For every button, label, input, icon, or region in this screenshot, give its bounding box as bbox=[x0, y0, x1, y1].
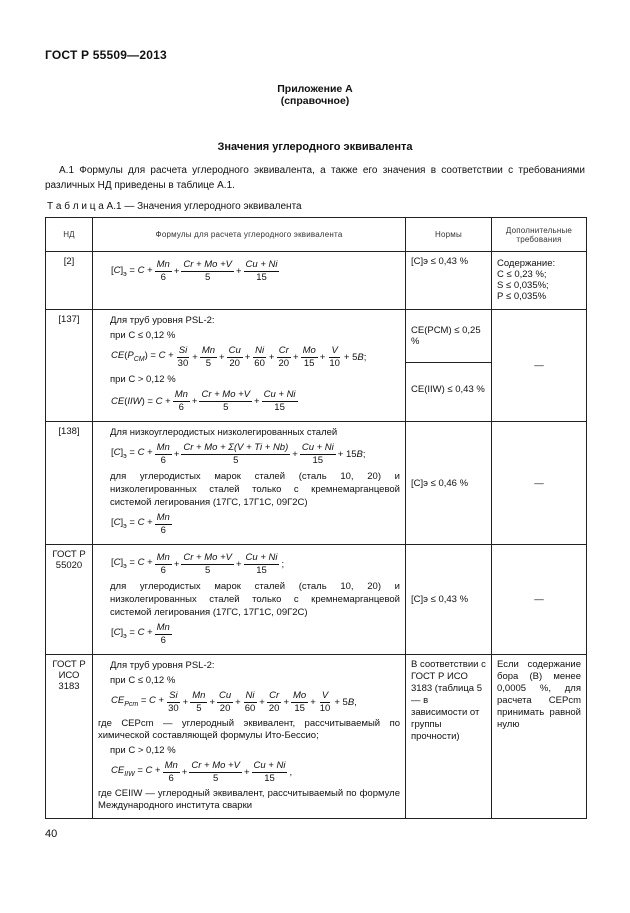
formula: $CE_{IIW} = C$ + $\frac{Mn}{6}$ + $\frac{Cr + Mo +V}{5}$ + $\frac{Cu + Ni}{15}$ , bbox=[111, 760, 293, 784]
table-row bbox=[46, 252, 587, 310]
formula-cell bbox=[93, 422, 406, 545]
nd-cell: ГОСТ Р 55020 bbox=[46, 545, 93, 655]
text-line: при C ≤ 0,12 % bbox=[110, 330, 176, 341]
text-line: при C > 0,12 % bbox=[110, 374, 176, 385]
table-caption: Т а б л и ц а А.1 — Значения углеродного эквивалента bbox=[47, 201, 302, 212]
nd-cell: [138] bbox=[46, 422, 93, 545]
text-line: где CEIIW — углеродный эквивалент, рассчитываемый по формуле Международного института сварки bbox=[98, 788, 400, 811]
formula: $[C]_э = C$ + $\frac{Mn}{6}$ + $\frac{Cr + Mo +V}{5}$ + $\frac{Cu + Ni}{15}$ bbox=[111, 259, 278, 283]
extra-line: Содержание: bbox=[497, 258, 556, 269]
col-norms: Нормы bbox=[406, 218, 492, 252]
table-row bbox=[46, 422, 587, 545]
table-row bbox=[46, 545, 587, 655]
formula-cell bbox=[93, 252, 406, 310]
extra-cell: — bbox=[492, 310, 587, 422]
norm-cell: [C]э ≤ 0,46 % bbox=[406, 422, 492, 545]
extra-line: S ≤ 0,035%; bbox=[497, 280, 549, 291]
formula: $[C]_э = C$ + $\frac{Mn}{6}$ bbox=[111, 622, 170, 646]
carbon-equivalent-table bbox=[45, 217, 587, 819]
appendix-subtitle: (справочное) bbox=[280, 95, 350, 107]
norm-cell bbox=[406, 310, 492, 422]
page-number: 40 bbox=[45, 828, 58, 840]
formula-cell bbox=[93, 545, 406, 655]
extra-cell: Если содержание бора (В) менее 0,0005 %, для расчета CEPcm принимать равной нулю bbox=[492, 655, 587, 819]
formula: $CE_{Pcm} = C$ + $\frac{Si}{30}$ + $\frac{Mn}{5}$ + $\frac{Cu}{20}$ + $\frac{Ni}{60}$ + $\frac{Cr}{20}$ + $\frac{Mo}{15}$ + $\frac{V}{10}$ + 5B, bbox=[111, 690, 357, 714]
formula-cell bbox=[93, 655, 406, 819]
formula: $CE(P_{CM}) = C$ + $\frac{Si}{30}$ + $\frac{Mn}{5}$ + $\frac{Cu}{20}$ + $\frac{Ni}{60}$ + $\frac{Cr}{20}$ + $\frac{Mo}{15}$ + $\frac{V}{10}$ + 5B; bbox=[111, 345, 367, 369]
nd-cell: ГОСТ Р ИСО 3183 bbox=[46, 655, 93, 819]
nd-cell: [2] bbox=[46, 252, 93, 310]
formula: $[C]_э = C$ + $\frac{Mn}{6}$ + $\frac{Cr + Mo +V}{5}$ + $\frac{Cu + Ni}{15}$ ; bbox=[111, 552, 285, 576]
extra-line: С ≤ 0,23 %; bbox=[497, 269, 547, 280]
document-header: ГОСТ Р 55509—2013 bbox=[45, 48, 167, 62]
norm-iiw: CE(IIW) ≤ 0,43 % bbox=[411, 383, 485, 395]
extra-cell: — bbox=[492, 422, 587, 545]
formula: $[C]_э = C$ + $\frac{Mn}{6}$ bbox=[111, 512, 170, 536]
extra-cell: — bbox=[492, 545, 587, 655]
table-row bbox=[46, 655, 587, 819]
col-formulas: Формулы для расчета углеродного эквивалента bbox=[93, 218, 406, 252]
col-nd: НД bbox=[46, 218, 93, 252]
text-line: для углеродистых марок сталей (сталь 10, 20) и низколегированных сталей только с кремнемарганцевой системой легирования (17ГС, 17Г1С, 09Г2С) bbox=[110, 581, 400, 618]
text-line: Для труб уровня PSL-2: bbox=[110, 315, 215, 326]
extra-line: Р ≤ 0,035% bbox=[497, 291, 547, 302]
text-line: при C ≤ 0,12 % bbox=[110, 675, 176, 686]
norm-cell: [C]э ≤ 0,43 % bbox=[406, 545, 492, 655]
table-header-row bbox=[46, 218, 587, 252]
text-line: где CEPcm — углеродный эквивалент, рассчитываемый по химической составляющей формулы Ито-Бессио; bbox=[98, 718, 400, 741]
formula-cell bbox=[93, 310, 406, 422]
section-title: Значения углеродного эквивалента bbox=[217, 141, 413, 153]
col-extra: Дополнительные требования bbox=[492, 218, 587, 252]
formula: CE(IIW) = C + $\frac{Mn}{6}$ + $\frac{Cr + Mo +V}{5}$ + $\frac{Cu + Ni}{15}$ bbox=[111, 389, 296, 413]
text-line: Для низкоуглеродистых низколегированных сталей bbox=[110, 427, 338, 438]
appendix-title: Приложение А bbox=[277, 83, 353, 95]
formula: $[C]_э = C$ + $\frac{Mn}{6}$ + $\frac{Cr + Mo + \Sigma(V + Ti + Nb)}{5}$ + $\frac{Cu + Ni}{15}$ + 15B; bbox=[111, 442, 366, 466]
intro-paragraph: А.1 Формулы для расчета углеродного эквивалента, а также его значения в соответствии с требованиями различных НД приведены в таблице А.1. bbox=[45, 165, 585, 191]
extra-cell bbox=[492, 252, 587, 310]
norm-cell: В соответствии с ГОСТ Р ИСО 3183 (таблица 5 — в зависимости от группы прочности) bbox=[406, 655, 492, 819]
text-line: Для труб уровня PSL-2: bbox=[110, 660, 215, 671]
norm-pcm: CE(PCM) ≤ 0,25 % bbox=[406, 310, 491, 363]
text-line: для углеродистых марок сталей (сталь 10, 20) и низколегированных сталей только с кремнемарганцевой системой легирования (17ГС, 17Г1С, 09Г2С) bbox=[110, 471, 400, 508]
table-row bbox=[46, 310, 587, 422]
norm-cell: [C]э ≤ 0,43 % bbox=[406, 252, 492, 310]
text-line: при C > 0,12 % bbox=[110, 745, 176, 756]
nd-cell: [137] bbox=[46, 310, 93, 422]
